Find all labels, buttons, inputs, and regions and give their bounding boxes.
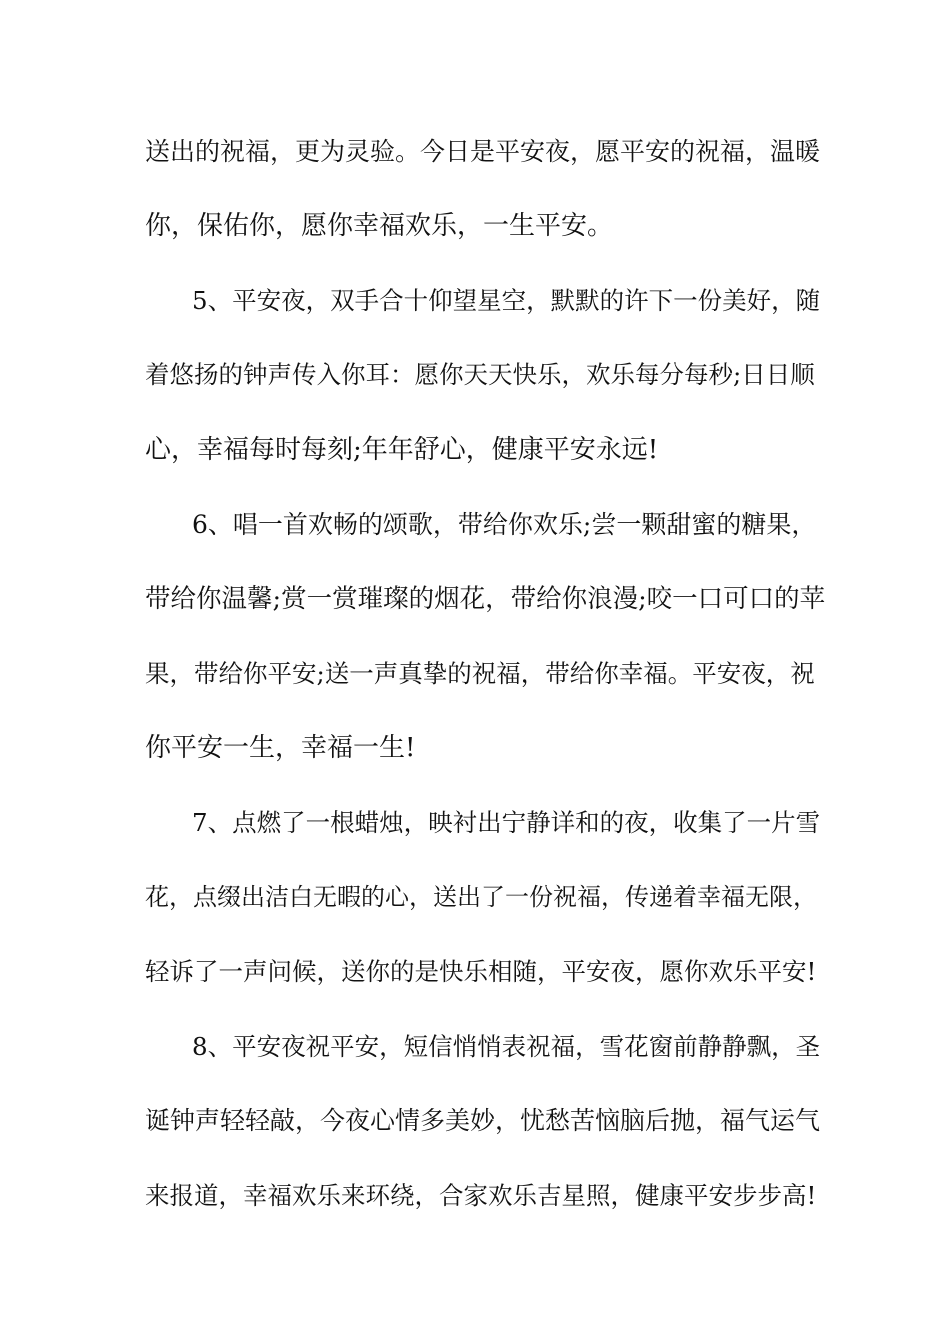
text-line-4: 着悠扬的钟声传入你耳：愿你天天快乐，欢乐每分每秒;日日顺: [145, 360, 815, 389]
text-line-5: 心，幸福每时每刻;年年舒心，健康平安永远!: [145, 435, 659, 465]
text-line-3: 5、平安夜，双手合十仰望星空，默默的许下一份美好，随: [192, 286, 821, 315]
text-line-15: 来报道，幸福欢乐来环绕，合家欢乐吉星照，健康平安步步高!: [145, 1181, 817, 1210]
text-line-13: 8、平安夜祝平安，短信悄悄表祝福，雪花窗前静静飘，圣: [192, 1032, 821, 1061]
text-line-10: 7、点燃了一根蜡烛，映衬出宁静详和的夜，收集了一片雪: [192, 808, 821, 837]
text-line-9: 你平安一生，幸福一生!: [145, 733, 416, 763]
text-line-7: 带给你温馨;赏一赏璀璨的烟花，带给你浪漫;咬一口可口的苹: [145, 584, 826, 614]
text-line-6: 6、唱一首欢畅的颂歌，带给你欢乐;尝一颗甜蜜的糖果，: [192, 510, 817, 539]
text-line-8: 果，带给你平安;送一声真挚的祝福，带给你幸福。平安夜，祝: [145, 659, 815, 688]
text-line-14: 诞钟声轻轻敲，今夜心情多美妙，忧愁苦恼脑后抛，福气运气: [145, 1106, 821, 1135]
text-line-11: 花，点缀出洁白无暇的心，送出了一份祝福，传递着幸福无限，: [145, 883, 817, 911]
text-line-12: 轻诉了一声问候，送你的是快乐相随，平安夜，愿你欢乐平安!: [145, 957, 817, 986]
text-line-2: 你，保佑你，愿你幸福欢乐，一生平安。: [145, 211, 614, 241]
text-line-1: 送出的祝福，更为灵验。今日是平安夜，愿平安的祝福，温暖: [145, 137, 821, 166]
